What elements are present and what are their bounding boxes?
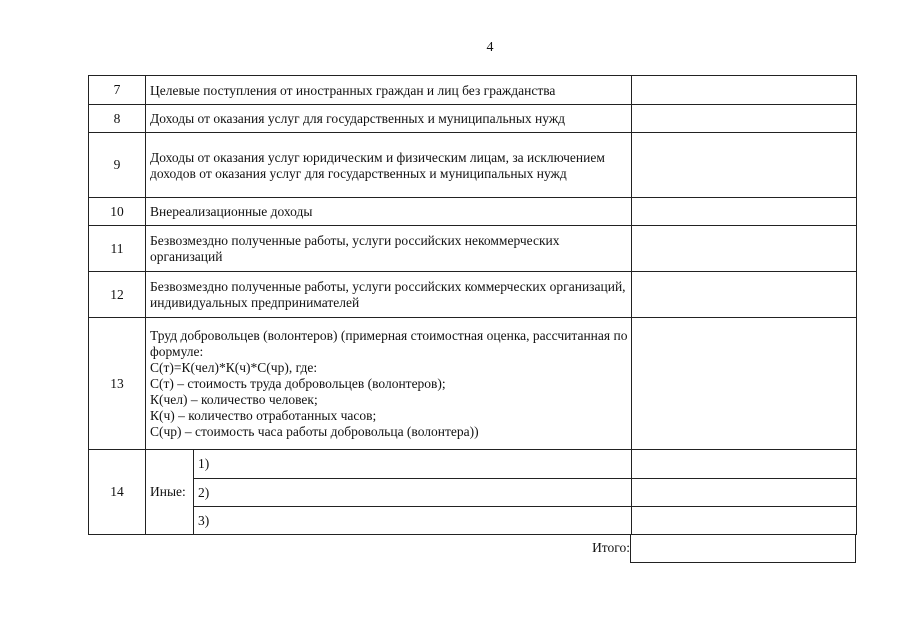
row-number: 14 bbox=[89, 450, 146, 535]
row-description: Безвозмездно полученные работы, услуги российских коммерческих организаций, индивидуальных предпринимателей bbox=[146, 272, 632, 318]
row-number: 9 bbox=[89, 133, 146, 198]
row-value-cell[interactable] bbox=[632, 479, 857, 507]
row-value-cell[interactable] bbox=[632, 318, 857, 450]
row-description: Безвозмездно полученные работы, услуги российских некоммерческих организаций bbox=[146, 226, 632, 272]
row-number: 10 bbox=[89, 198, 146, 226]
total-row bbox=[88, 534, 856, 562]
row-value-cell[interactable] bbox=[632, 507, 857, 535]
row-value-cell[interactable] bbox=[632, 272, 857, 318]
table-row bbox=[89, 105, 857, 133]
row-description: Доходы от оказания услуг для государственных и муниципальных нужд bbox=[146, 105, 632, 133]
table-row bbox=[89, 479, 857, 507]
table-row bbox=[89, 318, 857, 450]
row-value-cell[interactable] bbox=[632, 76, 857, 105]
row-number: 12 bbox=[89, 272, 146, 318]
formula-intro: Труд добровольцев (волонтеров) (примерная стоимостная оценка, рассчитанная по формуле: bbox=[150, 328, 628, 359]
row-description bbox=[146, 318, 632, 450]
row-number: 11 bbox=[89, 226, 146, 272]
row-description: Доходы от оказания услуг юридическим и физическим лицам, за исключением доходов от оказания услуг для государственных и муниципальных нужд bbox=[146, 133, 632, 198]
others-label: Иные: bbox=[146, 450, 194, 535]
table-row bbox=[89, 226, 857, 272]
row-description: Целевые поступления от иностранных граждан и лиц без гражданства bbox=[146, 76, 632, 105]
income-table bbox=[88, 75, 857, 535]
row-number: 7 bbox=[89, 76, 146, 105]
row-number: 13 bbox=[89, 318, 146, 450]
row-value-cell[interactable] bbox=[632, 226, 857, 272]
total-label: Итого: bbox=[592, 540, 630, 555]
formula-expression: С(т)=К(чел)*К(ч)*С(чр), где: bbox=[150, 360, 318, 375]
row-description: Внереализационные доходы bbox=[146, 198, 632, 226]
row-number: 8 bbox=[89, 105, 146, 133]
others-item: 3) bbox=[194, 507, 632, 535]
table-row bbox=[89, 272, 857, 318]
table-row bbox=[89, 76, 857, 105]
formula-term: С(т) – стоимость труда добровольцев (волонтеров); bbox=[150, 376, 446, 391]
others-item: 2) bbox=[194, 479, 632, 507]
total-value-cell[interactable] bbox=[630, 534, 856, 563]
table-row bbox=[89, 507, 857, 535]
row-value-cell[interactable] bbox=[632, 105, 857, 133]
row-value-cell[interactable] bbox=[632, 133, 857, 198]
others-item: 1) bbox=[194, 450, 632, 479]
table-row bbox=[89, 198, 857, 226]
formula-term: К(чел) – количество человек; bbox=[150, 392, 318, 407]
row-value-cell[interactable] bbox=[632, 198, 857, 226]
table-row bbox=[89, 450, 857, 479]
table-row bbox=[89, 133, 857, 198]
page-number: 4 bbox=[486, 40, 494, 55]
row-value-cell[interactable] bbox=[632, 450, 857, 479]
formula-term: С(чр) – стоимость часа работы добровольца (волонтера)) bbox=[150, 424, 479, 439]
formula-term: К(ч) – количество отработанных часов; bbox=[150, 408, 377, 423]
